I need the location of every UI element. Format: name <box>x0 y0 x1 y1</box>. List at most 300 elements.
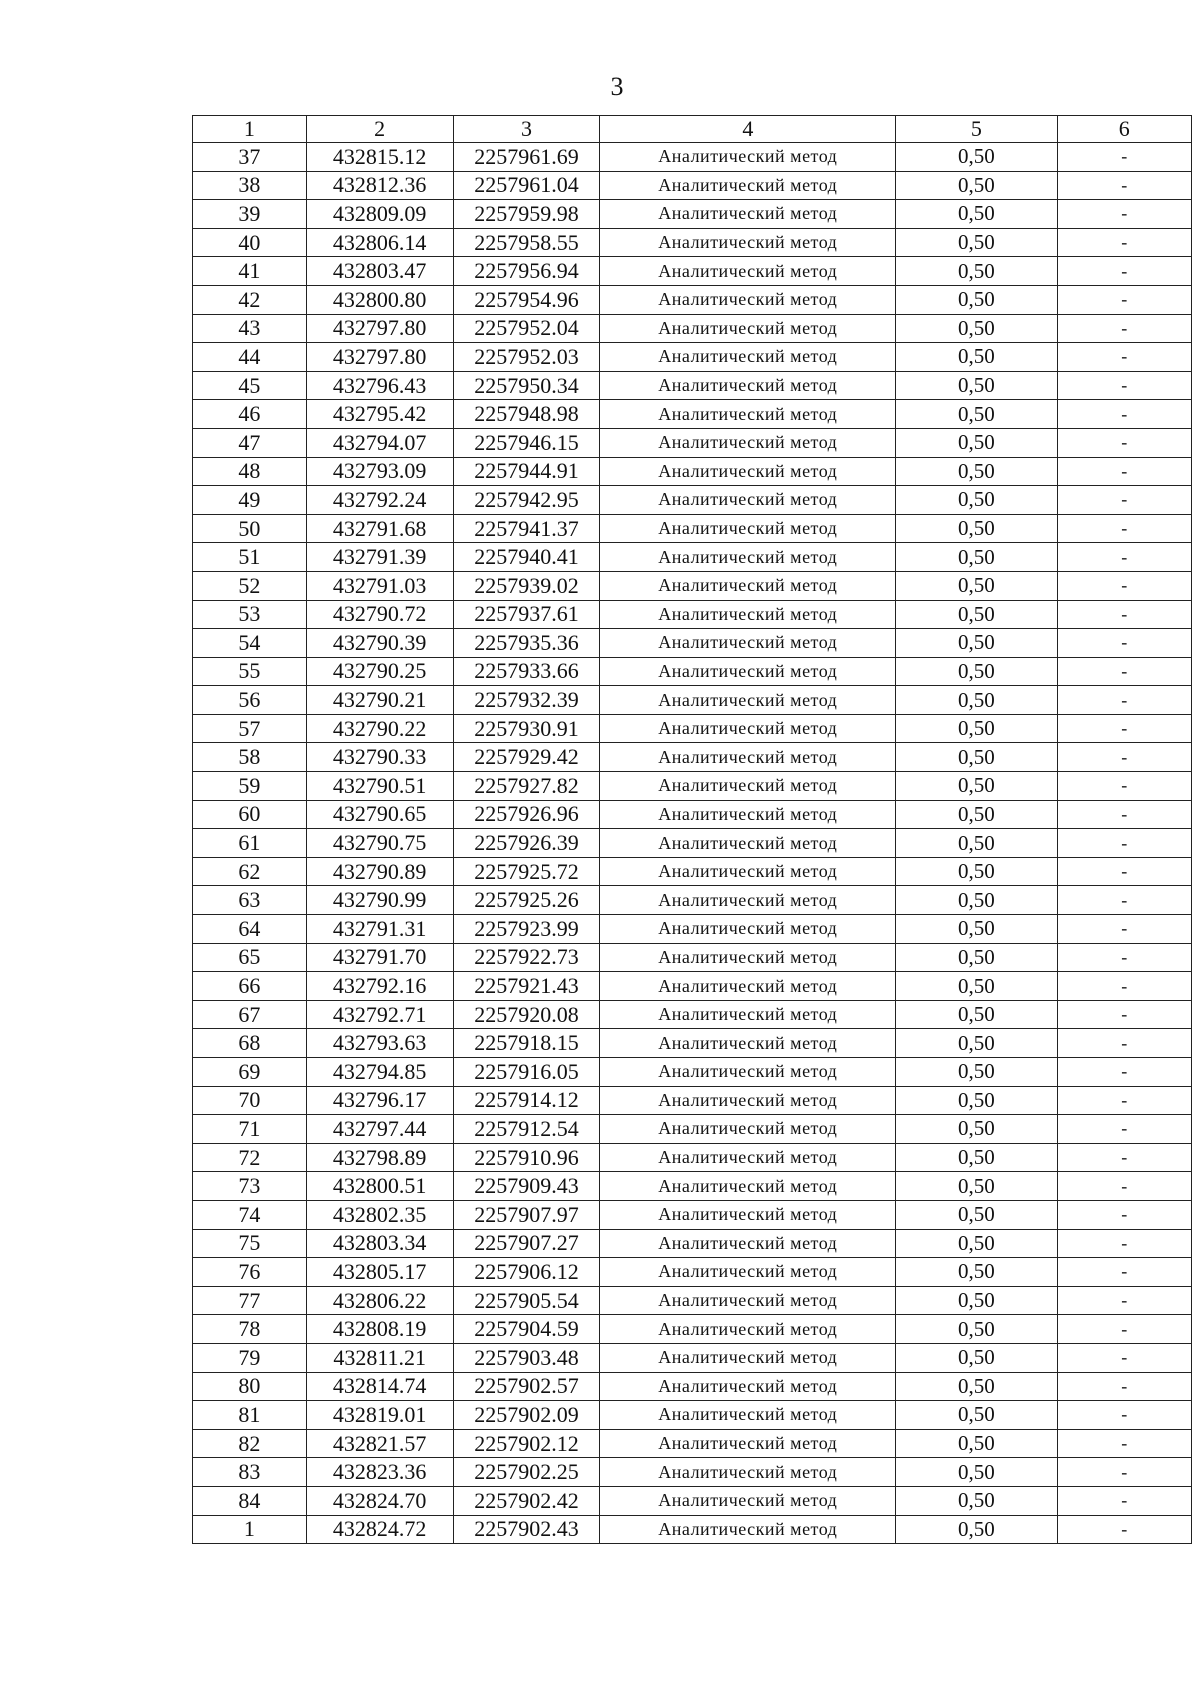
x-coordinate-cell: 432790.22 <box>306 714 453 743</box>
table-row <box>193 943 1192 972</box>
method-cell: Аналитический метод <box>600 600 896 629</box>
note-cell: - <box>1057 1458 1191 1487</box>
x-coordinate-cell: 432824.70 <box>306 1486 453 1515</box>
note-cell: - <box>1057 1401 1191 1430</box>
point-number-cell: 75 <box>193 1229 307 1258</box>
note-cell: - <box>1057 371 1191 400</box>
y-coordinate-cell: 2257903.48 <box>453 1343 600 1372</box>
method-cell: Аналитический метод <box>600 1372 896 1401</box>
method-cell: Аналитический метод <box>600 829 896 858</box>
accuracy-cell: 0,50 <box>896 571 1057 600</box>
x-coordinate-cell: 432805.17 <box>306 1258 453 1287</box>
note-cell: - <box>1057 143 1191 172</box>
note-cell: - <box>1057 829 1191 858</box>
note-cell: - <box>1057 257 1191 286</box>
table-row <box>193 915 1192 944</box>
x-coordinate-cell: 432808.19 <box>306 1315 453 1344</box>
accuracy-cell: 0,50 <box>896 1086 1057 1115</box>
note-cell: - <box>1057 1058 1191 1087</box>
method-cell: Аналитический метод <box>600 1458 896 1487</box>
point-number-cell: 80 <box>193 1372 307 1401</box>
y-coordinate-cell: 2257902.42 <box>453 1486 600 1515</box>
method-cell: Аналитический метод <box>600 800 896 829</box>
y-coordinate-cell: 2257961.69 <box>453 143 600 172</box>
point-number-cell: 84 <box>193 1486 307 1515</box>
note-cell: - <box>1057 1258 1191 1287</box>
note-cell: - <box>1057 1029 1191 1058</box>
x-coordinate-cell: 432791.70 <box>306 943 453 972</box>
x-coordinate-cell: 432812.36 <box>306 171 453 200</box>
x-coordinate-cell: 432809.09 <box>306 200 453 229</box>
accuracy-cell: 0,50 <box>896 486 1057 515</box>
accuracy-cell: 0,50 <box>896 1058 1057 1087</box>
table-row <box>193 1029 1192 1058</box>
table-row <box>193 514 1192 543</box>
point-number-cell: 68 <box>193 1029 307 1058</box>
accuracy-cell: 0,50 <box>896 314 1057 343</box>
accuracy-cell: 0,50 <box>896 1115 1057 1144</box>
table-row <box>193 285 1192 314</box>
accuracy-cell: 0,50 <box>896 257 1057 286</box>
note-cell: - <box>1057 428 1191 457</box>
table-row <box>193 686 1192 715</box>
point-number-cell: 83 <box>193 1458 307 1487</box>
y-coordinate-cell: 2257916.05 <box>453 1058 600 1087</box>
note-cell: - <box>1057 200 1191 229</box>
method-cell: Аналитический метод <box>600 1086 896 1115</box>
table-row <box>193 200 1192 229</box>
point-number-cell: 37 <box>193 143 307 172</box>
point-number-cell: 59 <box>193 772 307 801</box>
note-cell: - <box>1057 800 1191 829</box>
y-coordinate-cell: 2257902.25 <box>453 1458 600 1487</box>
accuracy-cell: 0,50 <box>896 1200 1057 1229</box>
accuracy-cell: 0,50 <box>896 1458 1057 1487</box>
method-cell: Аналитический метод <box>600 1143 896 1172</box>
accuracy-cell: 0,50 <box>896 1229 1057 1258</box>
note-cell: - <box>1057 1000 1191 1029</box>
accuracy-cell: 0,50 <box>896 400 1057 429</box>
point-number-cell: 65 <box>193 943 307 972</box>
method-cell: Аналитический метод <box>600 915 896 944</box>
accuracy-cell: 0,50 <box>896 343 1057 372</box>
table-row <box>193 228 1192 257</box>
point-number-cell: 61 <box>193 829 307 858</box>
y-coordinate-cell: 2257956.94 <box>453 257 600 286</box>
x-coordinate-cell: 432823.36 <box>306 1458 453 1487</box>
y-coordinate-cell: 2257920.08 <box>453 1000 600 1029</box>
page-number: 3 <box>610 72 624 101</box>
y-coordinate-cell: 2257942.95 <box>453 486 600 515</box>
accuracy-cell: 0,50 <box>896 1029 1057 1058</box>
x-coordinate-cell: 432800.80 <box>306 285 453 314</box>
point-number-cell: 39 <box>193 200 307 229</box>
method-cell: Аналитический метод <box>600 171 896 200</box>
x-coordinate-cell: 432790.89 <box>306 857 453 886</box>
table-row <box>193 543 1192 572</box>
table-row <box>193 1486 1192 1515</box>
point-number-cell: 70 <box>193 1086 307 1115</box>
header-row <box>193 116 1192 143</box>
y-coordinate-cell: 2257906.12 <box>453 1258 600 1287</box>
accuracy-cell: 0,50 <box>896 1258 1057 1287</box>
accuracy-cell: 0,50 <box>896 886 1057 915</box>
x-coordinate-cell: 432790.25 <box>306 657 453 686</box>
point-number-cell: 51 <box>193 543 307 572</box>
accuracy-cell: 0,50 <box>896 1343 1057 1372</box>
point-number-cell: 76 <box>193 1258 307 1287</box>
x-coordinate-cell: 432790.33 <box>306 743 453 772</box>
x-coordinate-cell: 432819.01 <box>306 1401 453 1430</box>
method-cell: Аналитический метод <box>600 1343 896 1372</box>
accuracy-cell: 0,50 <box>896 686 1057 715</box>
note-cell: - <box>1057 772 1191 801</box>
table-row <box>193 772 1192 801</box>
x-coordinate-cell: 432821.57 <box>306 1429 453 1458</box>
method-cell: Аналитический метод <box>600 743 896 772</box>
method-cell: Аналитический метод <box>600 257 896 286</box>
method-cell: Аналитический метод <box>600 1315 896 1344</box>
method-cell: Аналитический метод <box>600 1515 896 1544</box>
accuracy-cell: 0,50 <box>896 143 1057 172</box>
accuracy-cell: 0,50 <box>896 829 1057 858</box>
accuracy-cell: 0,50 <box>896 428 1057 457</box>
x-coordinate-cell: 432793.63 <box>306 1029 453 1058</box>
note-cell: - <box>1057 972 1191 1001</box>
x-coordinate-cell: 432792.16 <box>306 972 453 1001</box>
point-number-cell: 63 <box>193 886 307 915</box>
y-coordinate-cell: 2257961.04 <box>453 171 600 200</box>
table-row <box>193 1229 1192 1258</box>
method-cell: Аналитический метод <box>600 1486 896 1515</box>
y-coordinate-cell: 2257925.26 <box>453 886 600 915</box>
note-cell: - <box>1057 686 1191 715</box>
y-coordinate-cell: 2257918.15 <box>453 1029 600 1058</box>
point-number-cell: 48 <box>193 457 307 486</box>
note-cell: - <box>1057 1115 1191 1144</box>
y-coordinate-cell: 2257902.12 <box>453 1429 600 1458</box>
point-number-cell: 40 <box>193 228 307 257</box>
table-row <box>193 600 1192 629</box>
method-cell: Аналитический метод <box>600 1286 896 1315</box>
y-coordinate-cell: 2257954.96 <box>453 285 600 314</box>
method-cell: Аналитический метод <box>600 629 896 658</box>
note-cell: - <box>1057 743 1191 772</box>
x-coordinate-cell: 432790.99 <box>306 886 453 915</box>
note-cell: - <box>1057 285 1191 314</box>
accuracy-cell: 0,50 <box>896 915 1057 944</box>
note-cell: - <box>1057 1315 1191 1344</box>
point-number-cell: 1 <box>193 1515 307 1544</box>
point-number-cell: 50 <box>193 514 307 543</box>
coordinates-table <box>192 115 1192 1544</box>
y-coordinate-cell: 2257940.41 <box>453 543 600 572</box>
x-coordinate-cell: 432802.35 <box>306 1200 453 1229</box>
method-cell: Аналитический метод <box>600 1258 896 1287</box>
accuracy-cell: 0,50 <box>896 457 1057 486</box>
point-number-cell: 81 <box>193 1401 307 1430</box>
accuracy-cell: 0,50 <box>896 1401 1057 1430</box>
header-cell-5: 5 <box>896 116 1057 143</box>
y-coordinate-cell: 2257946.15 <box>453 428 600 457</box>
method-cell: Аналитический метод <box>600 143 896 172</box>
note-cell: - <box>1057 1515 1191 1544</box>
method-cell: Аналитический метод <box>600 657 896 686</box>
y-coordinate-cell: 2257902.57 <box>453 1372 600 1401</box>
accuracy-cell: 0,50 <box>896 943 1057 972</box>
header-cell-6: 6 <box>1057 116 1191 143</box>
table-row <box>193 1086 1192 1115</box>
table-row <box>193 1058 1192 1087</box>
x-coordinate-cell: 432797.44 <box>306 1115 453 1144</box>
x-coordinate-cell: 432795.42 <box>306 400 453 429</box>
x-coordinate-cell: 432791.31 <box>306 915 453 944</box>
note-cell: - <box>1057 1429 1191 1458</box>
point-number-cell: 43 <box>193 314 307 343</box>
accuracy-cell: 0,50 <box>896 171 1057 200</box>
table-row <box>193 314 1192 343</box>
accuracy-cell: 0,50 <box>896 1372 1057 1401</box>
y-coordinate-cell: 2257922.73 <box>453 943 600 972</box>
y-coordinate-cell: 2257944.91 <box>453 457 600 486</box>
table-body <box>193 143 1192 1544</box>
y-coordinate-cell: 2257930.91 <box>453 714 600 743</box>
table-row <box>193 657 1192 686</box>
x-coordinate-cell: 432792.24 <box>306 486 453 515</box>
note-cell: - <box>1057 629 1191 658</box>
point-number-cell: 57 <box>193 714 307 743</box>
method-cell: Аналитический метод <box>600 514 896 543</box>
table-row <box>193 1172 1192 1201</box>
point-number-cell: 45 <box>193 371 307 400</box>
table-row <box>193 400 1192 429</box>
table-row <box>193 1286 1192 1315</box>
x-coordinate-cell: 432798.89 <box>306 1143 453 1172</box>
accuracy-cell: 0,50 <box>896 371 1057 400</box>
method-cell: Аналитический метод <box>600 1200 896 1229</box>
y-coordinate-cell: 2257926.96 <box>453 800 600 829</box>
accuracy-cell: 0,50 <box>896 657 1057 686</box>
x-coordinate-cell: 432790.21 <box>306 686 453 715</box>
table-row <box>193 457 1192 486</box>
method-cell: Аналитический метод <box>600 200 896 229</box>
table-row <box>193 857 1192 886</box>
accuracy-cell: 0,50 <box>896 1286 1057 1315</box>
table-row <box>193 1401 1192 1430</box>
method-cell: Аналитический метод <box>600 228 896 257</box>
table-row <box>193 743 1192 772</box>
note-cell: - <box>1057 400 1191 429</box>
point-number-cell: 67 <box>193 1000 307 1029</box>
y-coordinate-cell: 2257902.43 <box>453 1515 600 1544</box>
method-cell: Аналитический метод <box>600 543 896 572</box>
x-coordinate-cell: 432790.72 <box>306 600 453 629</box>
accuracy-cell: 0,50 <box>896 1143 1057 1172</box>
table-row <box>193 1515 1192 1544</box>
point-number-cell: 66 <box>193 972 307 1001</box>
method-cell: Аналитический метод <box>600 886 896 915</box>
note-cell: - <box>1057 314 1191 343</box>
point-number-cell: 62 <box>193 857 307 886</box>
note-cell: - <box>1057 1200 1191 1229</box>
point-number-cell: 60 <box>193 800 307 829</box>
note-cell: - <box>1057 657 1191 686</box>
method-cell: Аналитический метод <box>600 1029 896 1058</box>
method-cell: Аналитический метод <box>600 1058 896 1087</box>
table-row <box>193 1258 1192 1287</box>
table-row <box>193 629 1192 658</box>
point-number-cell: 38 <box>193 171 307 200</box>
table-row <box>193 1343 1192 1372</box>
table-row <box>193 1115 1192 1144</box>
x-coordinate-cell: 432793.09 <box>306 457 453 486</box>
point-number-cell: 64 <box>193 915 307 944</box>
note-cell: - <box>1057 543 1191 572</box>
method-cell: Аналитический метод <box>600 457 896 486</box>
point-number-cell: 78 <box>193 1315 307 1344</box>
x-coordinate-cell: 432790.65 <box>306 800 453 829</box>
x-coordinate-cell: 432794.85 <box>306 1058 453 1087</box>
table-row <box>193 371 1192 400</box>
y-coordinate-cell: 2257952.04 <box>453 314 600 343</box>
accuracy-cell: 0,50 <box>896 800 1057 829</box>
x-coordinate-cell: 432824.72 <box>306 1515 453 1544</box>
point-number-cell: 56 <box>193 686 307 715</box>
table-row <box>193 972 1192 1001</box>
x-coordinate-cell: 432796.17 <box>306 1086 453 1115</box>
x-coordinate-cell: 432815.12 <box>306 143 453 172</box>
note-cell: - <box>1057 1172 1191 1201</box>
y-coordinate-cell: 2257933.66 <box>453 657 600 686</box>
note-cell: - <box>1057 1286 1191 1315</box>
accuracy-cell: 0,50 <box>896 200 1057 229</box>
note-cell: - <box>1057 915 1191 944</box>
note-cell: - <box>1057 1372 1191 1401</box>
y-coordinate-cell: 2257952.03 <box>453 343 600 372</box>
note-cell: - <box>1057 1486 1191 1515</box>
x-coordinate-cell: 432797.80 <box>306 343 453 372</box>
method-cell: Аналитический метод <box>600 285 896 314</box>
table-row <box>193 1458 1192 1487</box>
header-cell-2: 2 <box>306 116 453 143</box>
accuracy-cell: 0,50 <box>896 600 1057 629</box>
point-number-cell: 47 <box>193 428 307 457</box>
point-number-cell: 73 <box>193 1172 307 1201</box>
x-coordinate-cell: 432800.51 <box>306 1172 453 1201</box>
y-coordinate-cell: 2257912.54 <box>453 1115 600 1144</box>
accuracy-cell: 0,50 <box>896 714 1057 743</box>
note-cell: - <box>1057 571 1191 600</box>
note-cell: - <box>1057 1343 1191 1372</box>
point-number-cell: 58 <box>193 743 307 772</box>
x-coordinate-cell: 432811.21 <box>306 1343 453 1372</box>
y-coordinate-cell: 2257941.37 <box>453 514 600 543</box>
point-number-cell: 44 <box>193 343 307 372</box>
x-coordinate-cell: 432790.51 <box>306 772 453 801</box>
y-coordinate-cell: 2257958.55 <box>453 228 600 257</box>
accuracy-cell: 0,50 <box>896 1000 1057 1029</box>
y-coordinate-cell: 2257939.02 <box>453 571 600 600</box>
note-cell: - <box>1057 457 1191 486</box>
x-coordinate-cell: 432790.75 <box>306 829 453 858</box>
accuracy-cell: 0,50 <box>896 1172 1057 1201</box>
note-cell: - <box>1057 343 1191 372</box>
table-row <box>193 171 1192 200</box>
point-number-cell: 74 <box>193 1200 307 1229</box>
x-coordinate-cell: 432794.07 <box>306 428 453 457</box>
point-number-cell: 49 <box>193 486 307 515</box>
point-number-cell: 53 <box>193 600 307 629</box>
method-cell: Аналитический метод <box>600 1429 896 1458</box>
table-row <box>193 1315 1192 1344</box>
point-number-cell: 55 <box>193 657 307 686</box>
method-cell: Аналитический метод <box>600 943 896 972</box>
header-cell-3: 3 <box>453 116 600 143</box>
y-coordinate-cell: 2257921.43 <box>453 972 600 1001</box>
table-row <box>193 486 1192 515</box>
x-coordinate-cell: 432792.71 <box>306 1000 453 1029</box>
accuracy-cell: 0,50 <box>896 1429 1057 1458</box>
method-cell: Аналитический метод <box>600 343 896 372</box>
accuracy-cell: 0,50 <box>896 743 1057 772</box>
table-row <box>193 829 1192 858</box>
y-coordinate-cell: 2257905.54 <box>453 1286 600 1315</box>
y-coordinate-cell: 2257904.59 <box>453 1315 600 1344</box>
y-coordinate-cell: 2257907.27 <box>453 1229 600 1258</box>
y-coordinate-cell: 2257959.98 <box>453 200 600 229</box>
note-cell: - <box>1057 600 1191 629</box>
method-cell: Аналитический метод <box>600 714 896 743</box>
x-coordinate-cell: 432790.39 <box>306 629 453 658</box>
table-row <box>193 1000 1192 1029</box>
accuracy-cell: 0,50 <box>896 629 1057 658</box>
note-cell: - <box>1057 1229 1191 1258</box>
x-coordinate-cell: 432797.80 <box>306 314 453 343</box>
x-coordinate-cell: 432814.74 <box>306 1372 453 1401</box>
method-cell: Аналитический метод <box>600 371 896 400</box>
point-number-cell: 41 <box>193 257 307 286</box>
x-coordinate-cell: 432803.47 <box>306 257 453 286</box>
y-coordinate-cell: 2257929.42 <box>453 743 600 772</box>
method-cell: Аналитический метод <box>600 314 896 343</box>
accuracy-cell: 0,50 <box>896 543 1057 572</box>
method-cell: Аналитический метод <box>600 1229 896 1258</box>
note-cell: - <box>1057 714 1191 743</box>
method-cell: Аналитический метод <box>600 857 896 886</box>
accuracy-cell: 0,50 <box>896 228 1057 257</box>
point-number-cell: 77 <box>193 1286 307 1315</box>
note-cell: - <box>1057 1143 1191 1172</box>
note-cell: - <box>1057 228 1191 257</box>
table-row <box>193 343 1192 372</box>
y-coordinate-cell: 2257907.97 <box>453 1200 600 1229</box>
x-coordinate-cell: 432806.22 <box>306 1286 453 1315</box>
method-cell: Аналитический метод <box>600 686 896 715</box>
y-coordinate-cell: 2257923.99 <box>453 915 600 944</box>
y-coordinate-cell: 2257909.43 <box>453 1172 600 1201</box>
y-coordinate-cell: 2257926.39 <box>453 829 600 858</box>
table-row <box>193 1200 1192 1229</box>
x-coordinate-cell: 432806.14 <box>306 228 453 257</box>
point-number-cell: 42 <box>193 285 307 314</box>
accuracy-cell: 0,50 <box>896 1486 1057 1515</box>
x-coordinate-cell: 432791.39 <box>306 543 453 572</box>
method-cell: Аналитический метод <box>600 1000 896 1029</box>
point-number-cell: 46 <box>193 400 307 429</box>
y-coordinate-cell: 2257927.82 <box>453 772 600 801</box>
accuracy-cell: 0,50 <box>896 972 1057 1001</box>
table-row <box>193 571 1192 600</box>
